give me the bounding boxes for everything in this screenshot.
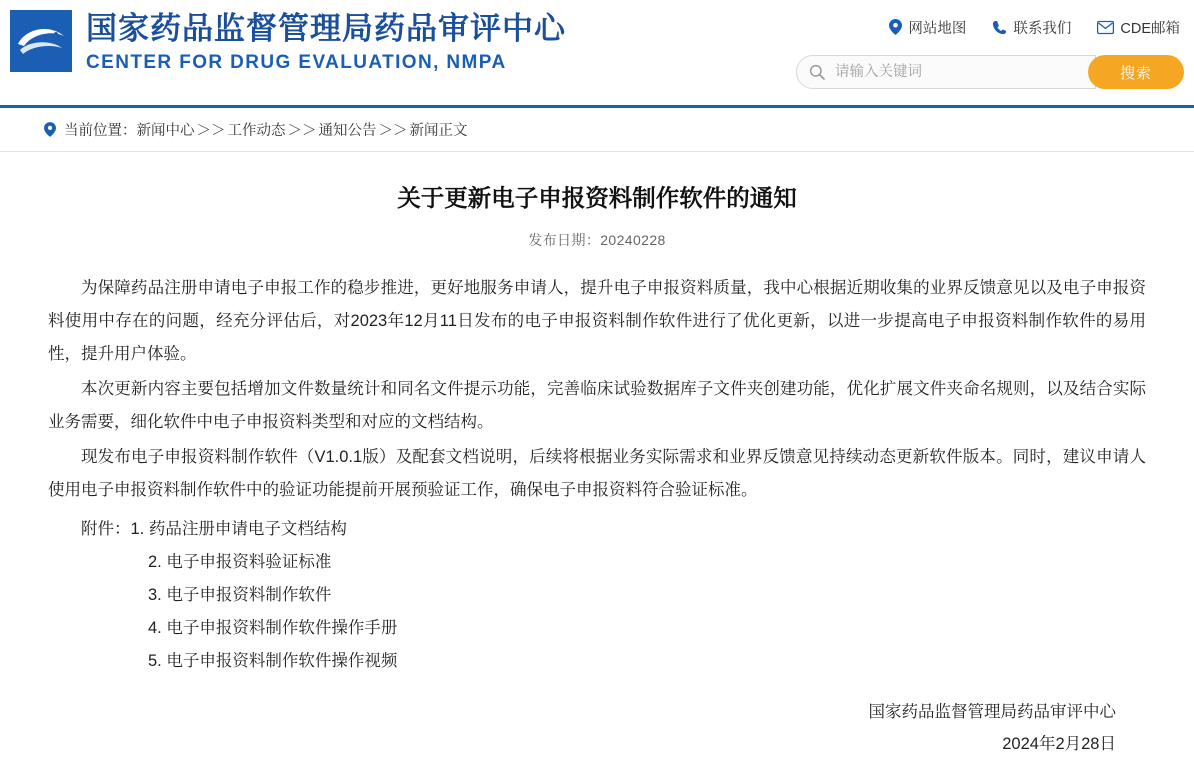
breadcrumb xyxy=(0,108,1194,152)
cde-logo-icon xyxy=(10,10,72,72)
attachments-label xyxy=(48,513,1146,546)
breadcrumb-prefix: 当前位置： xyxy=(64,123,137,139)
search-box[interactable] xyxy=(796,55,1096,89)
phone-icon xyxy=(992,20,1007,35)
breadcrumb-item-work-updates[interactable]: 工作动态 xyxy=(227,123,286,139)
logo-text xyxy=(86,10,566,76)
attachment-item-1[interactable]: 1. 药品注册申请电子文档结构 xyxy=(130,520,347,538)
top-link-sitemap[interactable] xyxy=(889,17,966,38)
page-title: 关于更新电子申报资料制作软件的通知 xyxy=(397,185,797,211)
article-paragraph-1: 为保障药品注册申请电子申报工作的稳步推进，更好地服务申请人，提升电子申报资料质量，我中心根据近期收集的业界反馈意见以及电子申报资料使用中存在的问题，经充分评估后，对2023年12月11日发布的电子申报资料制作软件进行了优化更新，以进一步提高电子申报资料制作软件的易用性，提升用户体验。 xyxy=(48,279,1146,363)
publish-date xyxy=(48,230,1146,250)
search-icon xyxy=(809,64,825,80)
breadcrumb-separator-2: ＞＞ xyxy=(287,123,317,139)
search-bar xyxy=(796,55,1184,89)
header-right xyxy=(774,0,1194,89)
top-links xyxy=(774,12,1194,42)
article-paragraph-2: 本次更新内容主要包括增加文件数量统计和同名文件提示功能，完善临床试验数据库子文件夹创建功能，优化扩展文件夹命名规则，以及结合实际业务需要，细化软件中电子申报资料类型和对应的文档结构。 xyxy=(48,380,1146,431)
breadcrumb-separator-3: ＞＞ xyxy=(378,123,408,139)
search-button[interactable]: 搜索 xyxy=(1088,55,1184,89)
top-link-sitemap-label: 网站地图 xyxy=(908,20,967,37)
article-paragraph-3: 现发布电子申报资料制作软件（V1.0.1版）及配套文档说明，后续将根据业务实际需求和业界反馈意见持续动态更新软件版本。同时，建议申请人使用电子申报资料制作软件中的验证功能提前开展预验证工作，确保电子申报资料符合验证标准。 xyxy=(48,448,1146,499)
publish-date-label: 发布日期： xyxy=(528,232,601,248)
attachments-list xyxy=(48,546,1146,678)
article xyxy=(0,182,1194,760)
logo-title-en: CENTER FOR DRUG EVALUATION, NMPA xyxy=(86,52,507,73)
site-header xyxy=(0,0,1194,105)
breadcrumb-item-news-center[interactable]: 新闻中心 xyxy=(136,123,195,139)
attachments-label-text: 附件： xyxy=(81,520,131,538)
top-link-mail-label: CDE邮箱 xyxy=(1120,20,1180,37)
breadcrumb-item-announcements[interactable]: 通知公告 xyxy=(318,123,377,139)
signature xyxy=(48,696,1146,760)
signature-organization: 国家药品监督管理局药品审评中心 xyxy=(868,703,1116,721)
top-link-mail[interactable] xyxy=(1097,17,1180,38)
map-pin-icon xyxy=(889,19,902,35)
top-link-contact-label: 联系我们 xyxy=(1013,20,1072,37)
article-body xyxy=(48,272,1146,760)
breadcrumb-item-current: 新闻正文 xyxy=(409,123,468,139)
search-input[interactable] xyxy=(833,63,1095,81)
attachment-item-3[interactable]: 3. 电子申报资料制作软件 xyxy=(148,586,332,604)
site-logo[interactable] xyxy=(0,0,566,76)
publish-date-value: 20240228 xyxy=(600,232,666,248)
logo-title-cn: 国家药品监督管理局药品审评中心 xyxy=(86,11,566,46)
breadcrumb-separator-1: ＞＞ xyxy=(196,123,226,139)
attachment-item-4[interactable]: 4. 电子申报资料制作软件操作手册 xyxy=(148,619,398,637)
attachment-item-5[interactable]: 5. 电子申报资料制作软件操作视频 xyxy=(148,652,398,670)
signature-date: 2024年2月28日 xyxy=(1002,735,1116,753)
mail-icon xyxy=(1097,21,1114,34)
attachment-item-2[interactable]: 2. 电子申报资料验证标准 xyxy=(148,553,332,571)
top-link-contact[interactable] xyxy=(992,17,1071,38)
location-pin-icon xyxy=(44,122,56,137)
